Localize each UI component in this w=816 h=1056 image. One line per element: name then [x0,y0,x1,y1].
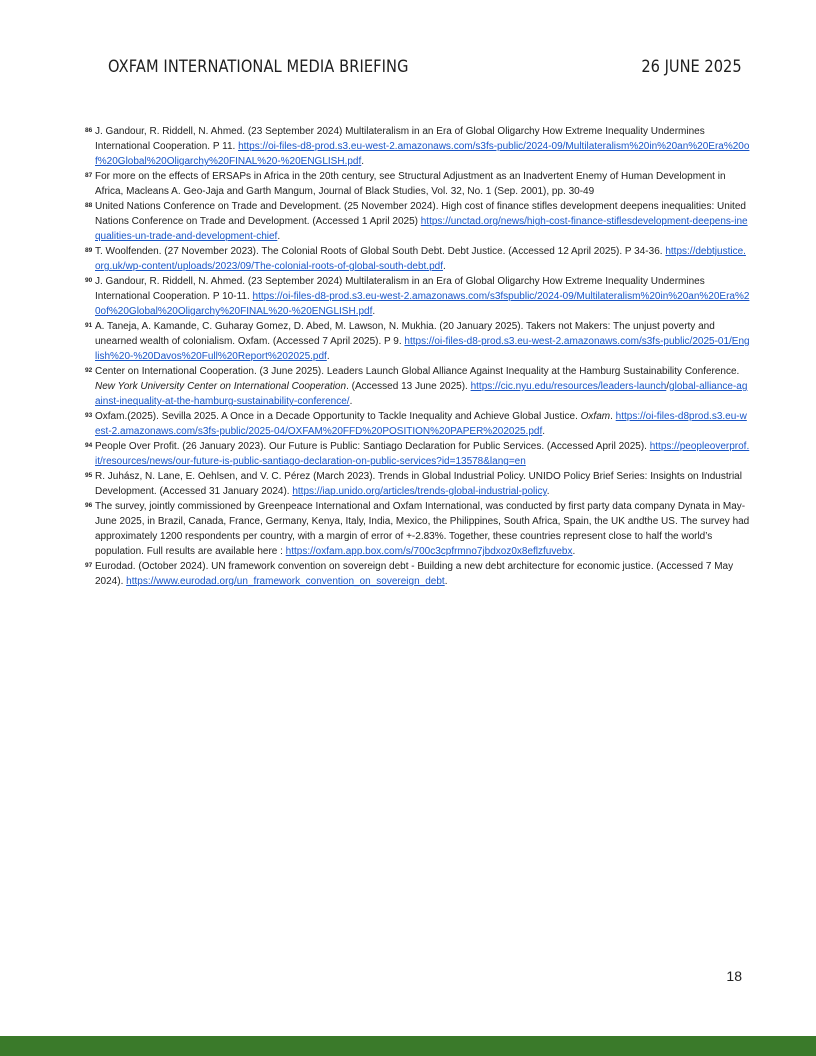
footnote-number: 87 [85,172,93,179]
footnote-italic-source: New York University Center on International Cooperation [95,381,347,392]
footnote [85,559,750,589]
footnote-link[interactable]: https://oi-files-d8-prod.s3.eu-west-2.amazonaws.com/s3fs-public/2024-09/Multilateralism%20in%20an%20Era%20of%20Global%20Oligarchy%20FINAL%20-%20ENGLISH.pdf [95,141,750,167]
footnote [85,274,750,319]
footnote-number: 95 [85,472,93,479]
footnote [85,124,750,169]
footnote-text: T. Woolfenden. (27 November 2023). The Colonial Roots of Global South Debt. Debt Justice. (Accessed 12 April 2025). P 34-36. [95,246,666,257]
footnote-link[interactable]: https://oi-files-d8prod.s3.eu-west-2.amazonaws.com/s3fs-public/2025-04/OXFAM%20FFD%20POSITION%20PAPER%202025.pdf [95,411,747,437]
footnote-link[interactable]: https://www.eurodad.org/un_framework_convention_on_sovereign_debt [126,576,445,587]
footnote-text: R. Juhász, N. Lane, E. Oehlsen, and V. C. Pérez (March 2023). Trends in Global Industrial Policy. UNIDO Policy Brief Series: Insights on Industrial Development. (Accessed 31 January 2024). [95,471,742,497]
footnote-number: 91 [85,322,93,329]
footnote-link-continued[interactable]: global-alliance-against-inequality-at-the-hamburg-sustainability-conference/ [95,381,748,407]
footnote-text: Eurodad. (October 2024). UN framework convention on sovereign debt - Building a new debt architecture for economic justice. (Accessed 7 May 2024). [95,561,734,587]
footnote-number: 93 [85,412,93,419]
footnote-text: For more on the effects of ERSAPs in Africa in the 20th century, see Structural Adjustment as an Inadvertent Enemy of Human Development in Africa, Macleans A. Geo-Jaja and Garth Mangum, Journal of Black Studies, Vol. 32, No. 1 (Sep. 2001), pp. 30-49 [95,171,726,197]
footnote-text: United Nations Conference on Trade and Development. (25 November 2024). High cost of finance stifles development deepens inequalities: United Nations Conference on Trade and Development. (Accessed 1 April 2025) [95,201,746,227]
footnote-suffix: . [444,576,448,587]
footnote [85,169,750,199]
footnote-link-separator: / [666,381,670,392]
footnote-suffix: . [443,261,446,272]
footnote-suffix: . [361,156,365,167]
footnote [85,499,750,559]
footnote [85,439,750,469]
footnote-text: J. Gandour, R. Riddell, N. Ahmed. (23 September 2024) Multilateralism in an Era of Global Oligarchy How Extreme Inequality Undermines International Cooperation. P 11. [95,126,705,152]
footnotes-list [85,124,750,589]
footnote-text: The survey, jointly commissioned by Greenpeace International and Oxfam International, was conducted by first party data company Dynata in May-June 2025, in Brazil, Canada, France, Germany, Kenya, Italy, India, Mexico, the Philippines, South Africa, Spain, the UK andthe US. The survey had approximately 1200 respondents per country, with a margin of error of +-2.83%. Together, these countries represent close to half the world’s population. Full results are available here : [95,501,750,557]
footnote [85,199,750,244]
footnote-suffix: . [349,396,353,407]
footnote [85,244,750,274]
footnote-text: People Over Profit. (26 January 2023). Our Future is Public: Santiago Declaration for Public Services. (Accessed April 2025). [95,441,650,452]
footnote-suffix: . [372,306,376,317]
footnote-link[interactable]: https://oi-files-d8-prod.s3.eu-west-2.amazonaws.com/s3fs-public/2025-01/English%20-%20Davos%20Full%20Report%202025.pdf [95,336,750,362]
footnote-number: 97 [85,562,93,569]
briefing-date: 26 JUNE 2025 [641,57,742,77]
footnote-number: 88 [85,202,93,209]
footnote-link[interactable]: https://peopleoverprof.it/resources/news/our-future-is-public-santiago-declaration-on-public-services?id=13578&lang=en [95,441,750,467]
footnote-number: 96 [85,502,93,509]
footer-color-bar [0,1036,816,1056]
footnote-italic-source: Oxfam [580,411,611,422]
footnote-link[interactable]: https://debtjustice.org.uk/wp-content/uploads/2023/09/The-colonial-roots-of-global-south-debt.pdf [95,246,746,272]
footnote-link[interactable]: https://oi-files-d8-prod.s3.eu-west-2.amazonaws.com/s3fspublic/2024-09/Multilateralism%20in%20an%20Era%20of%20Global%20Oligarchy%20FINAL%20-%20ENGLISH.pdf [95,291,750,317]
footnote [85,409,750,439]
footnote [85,469,750,499]
footnote-link[interactable]: https://unctad.org/news/high-cost-finance-stiflesdevelopment-deepens-inequalities-un-trade-and-development-chief [95,216,748,242]
footnote-number: 86 [85,127,93,134]
footnote-text: Center on International Cooperation. (3 June 2025). Leaders Launch Global Alliance Against Inequality at the Hamburg Sustainability Conference. [95,366,740,377]
page-number: 18 [726,968,742,984]
footnote-link[interactable]: https://cic.nyu.edu/resources/leaders-launch [470,381,667,392]
footnote [85,364,750,409]
footnote-number: 94 [85,442,93,449]
briefing-title: OXFAM INTERNATIONAL MEDIA BRIEFING [108,57,409,77]
footnote-number: 90 [85,277,93,284]
footnote-suffix: . [277,231,281,242]
footnote-suffix: . [546,486,550,497]
footnote-text: Oxfam.(2025). Sevilla 2025. A Once in a Decade Opportunity to Tackle Inequality and Achieve Global Justice. [95,411,581,422]
footnote-text-continued: . [610,411,616,422]
footnote-number: 92 [85,367,93,374]
footnote-suffix: . [542,426,546,437]
footnote-link[interactable]: https://oxfam.app.box.com/s/700c3cpfrmno7jbdxoz0x8eflzfuvebx [285,546,573,557]
footnote-number: 89 [85,247,93,254]
footnote-text-continued: . (Accessed 13 June 2025). [346,381,471,392]
footnote-text: J. Gandour, R. Riddell, N. Ahmed. (23 September 2024) Multilateralism in an Era of Global Oligarchy How Extreme Inequality Undermines International Cooperation. P 10-11. [95,276,705,302]
footnote [85,319,750,364]
footnote-text: A. Taneja, A. Kamande, C. Guharay Gomez, D. Abed, M. Lawson, N. Mukhia. (20 January 2025). Takers not Makers: The unjust poverty and unearned wealth of colonialism. Oxfam. (Accessed 7 April 2025). P 9. [95,321,715,347]
footnote-suffix: . [572,546,576,557]
footnote-link[interactable]: https://iap.unido.org/articles/trends-global-industrial-policy [292,486,547,497]
footnote-suffix: . [326,351,330,362]
